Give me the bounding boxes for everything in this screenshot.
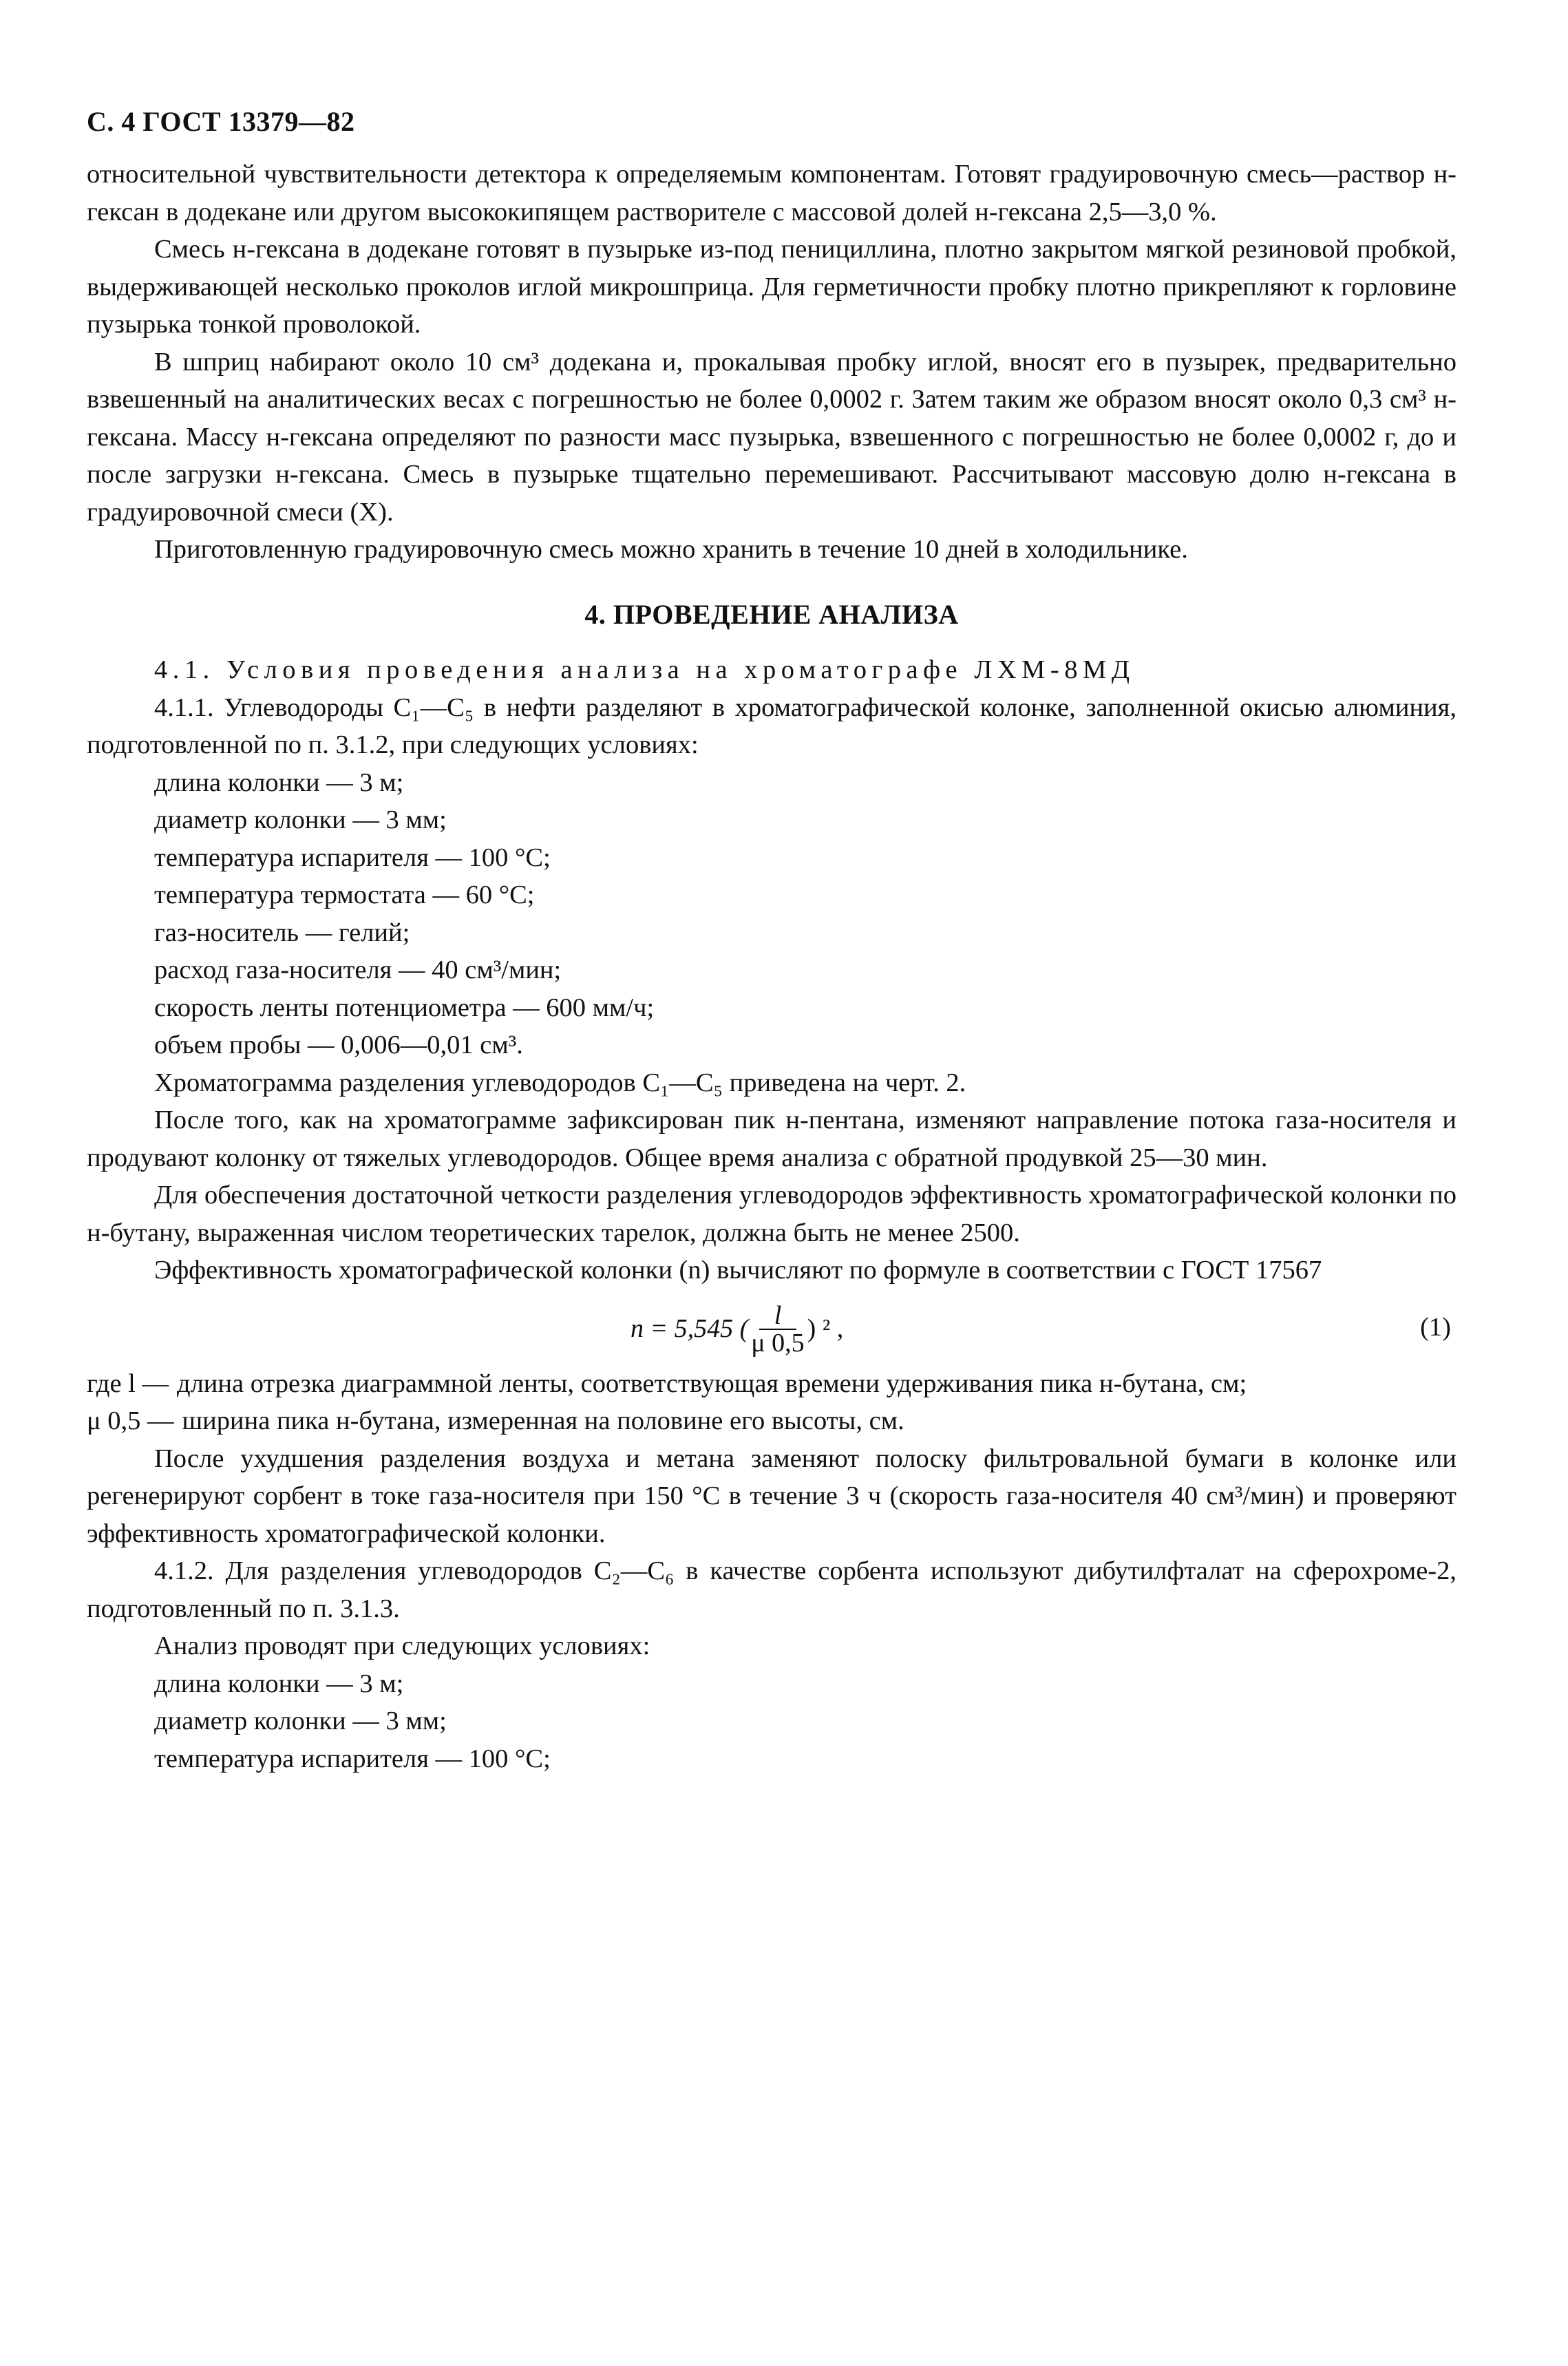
formula-denominator: μ 0,5 <box>751 1328 805 1358</box>
paragraph-backflush: После того, как на хроматограмме зафиксирован пик н-пентана, изменяют направление потока газа-носителя и продувают колонку от тяжелых углеводородов. Общее время анализа с обратной продувкой 25—30 мин. <box>87 1106 1456 1172</box>
formula-lhs: n = 5,545 ( <box>631 1314 749 1344</box>
condition-item: температура термостата — 60 °С; <box>154 880 535 909</box>
formula-fraction <box>751 1302 804 1356</box>
paragraph-4-1-2: 4.1.2. Для разделения углеводородов С₂—С₆ в качестве сорбента используют дибутилфталат на сферохроме-2, подготовленный по п. 3.1.3. <box>87 1556 1456 1623</box>
paragraph-efficiency-requirement: Для обеспечения достаточной четкости разделения углеводородов эффективность хроматографической колонки по н-бутану, выраженная числом теоретических тарелок, должна быть не менее 2500. <box>87 1181 1456 1247</box>
paragraph-intro-2: Смесь н-гексана в додекане готовят в пузырьке из-под пенициллина, плотно закрытом мягкой резиновой пробкой, выдерживающей несколько проколов иглой микрошприца. Для герметичности пробку плотно прикрепляют к горловине пузырька тонкой проволокой. <box>87 235 1456 339</box>
condition-item: длина колонки — 3 м; <box>154 1669 404 1698</box>
where-definition: длина отрезка диаграммной ленты, соответствующая времени удерживания пика н-бутана, см; <box>177 1369 1247 1398</box>
condition-item: расход газа-носителя — 40 см³/мин; <box>154 955 562 984</box>
where-item <box>87 1365 1456 1403</box>
chromatogram-note: Хроматограмма разделения углеводородов С₁—С₅ приведена на черт. 2. <box>154 1068 966 1097</box>
paragraph-intro-3: В шприц набирают около 10 см³ додекана и, прокалывая пробку иглой, вносят его в пузырек, предварительно взвешенный на аналитических весах с погрешностью не более 0,0002 г. Затем таким же образом вносят около 0,3 см³ н-гексана. Массу н-гексана определяют по разности масс пузырька, взвешенного с погрешностью не более 0,0002 г, до и после загрузки н-гексана. Смесь в пузырьке тщательно перемешивают. Рассчитывают массовую долю н-гексана в градуировочной смеси (X). <box>87 347 1456 527</box>
formula-number: (1) <box>1420 1312 1451 1342</box>
analysis-intro: Анализ проводят при следующих условиях: <box>154 1631 650 1660</box>
condition-item: диаметр колонки — 3 мм; <box>154 805 447 834</box>
paragraph-4-1-1: 4.1.1. Углеводороды С₁—С₅ в нефти разделяют в хроматографической колонке, заполненной окисью алюминия, подготовленной по п. 3.1.2, при следующих условиях: <box>87 693 1456 759</box>
where-definition: ширина пика н-бутана, измеренная на половине его высоты, см. <box>182 1406 904 1435</box>
where-term: где l — <box>87 1369 169 1398</box>
condition-item: длина колонки — 3 м; <box>154 768 404 797</box>
condition-item: объем пробы — 0,006—0,01 см³. <box>154 1031 523 1059</box>
paragraph-intro-4: Приготовленную градуировочную смесь можно хранить в течение 10 дней в холодильнике. <box>154 535 1188 564</box>
section-title: 4. ПРОВЕДЕНИЕ АНАЛИЗА <box>584 598 959 630</box>
formula-numerator: l <box>759 1302 797 1330</box>
condition-item: скорость ленты потенциометра — 600 мм/ч; <box>154 993 655 1022</box>
condition-item: газ-носитель — гелий; <box>154 918 410 947</box>
where-item <box>87 1402 1456 1440</box>
page-header: С. 4 ГОСТ 13379—82 <box>87 106 355 137</box>
condition-item: температура испарителя — 100 °С; <box>154 1744 551 1773</box>
paragraph-intro-1: относительной чувствительности детектора к определяемым компонентам. Готовят градуировочную смесь—раствор н-гексан в додекане или другом высококипящем растворителе с массовой долей н-гексана 2,5—3,0 %. <box>87 160 1456 226</box>
formula-rhs: ) ² , <box>807 1314 844 1344</box>
condition-item: диаметр колонки — 3 мм; <box>154 1707 447 1735</box>
subsection-title: 4.1. Условия проведения анализа на хроматографе ЛХМ-8МД <box>154 655 1135 684</box>
document-page <box>87 103 1456 1777</box>
where-term: μ 0,5 — <box>87 1406 174 1435</box>
paragraph-efficiency-formula-intro: Эффективность хроматографической колонки (n) вычисляют по формуле в соответствии с ГОСТ 17567 <box>154 1256 1322 1285</box>
formula <box>631 1299 843 1360</box>
paragraph-regeneration: После ухудшения разделения воздуха и метана заменяют полоску фильтровальной бумаги в колонке или регенерируют сорбент в токе газа-носителя при 150 °С в течение 3 ч (скорость газа-носителя 40 см³/мин) и проверяют эффективность хроматографической колонки. <box>87 1444 1456 1548</box>
formula-block <box>87 1299 1456 1360</box>
condition-item: температура испарителя — 100 °С; <box>154 843 551 872</box>
